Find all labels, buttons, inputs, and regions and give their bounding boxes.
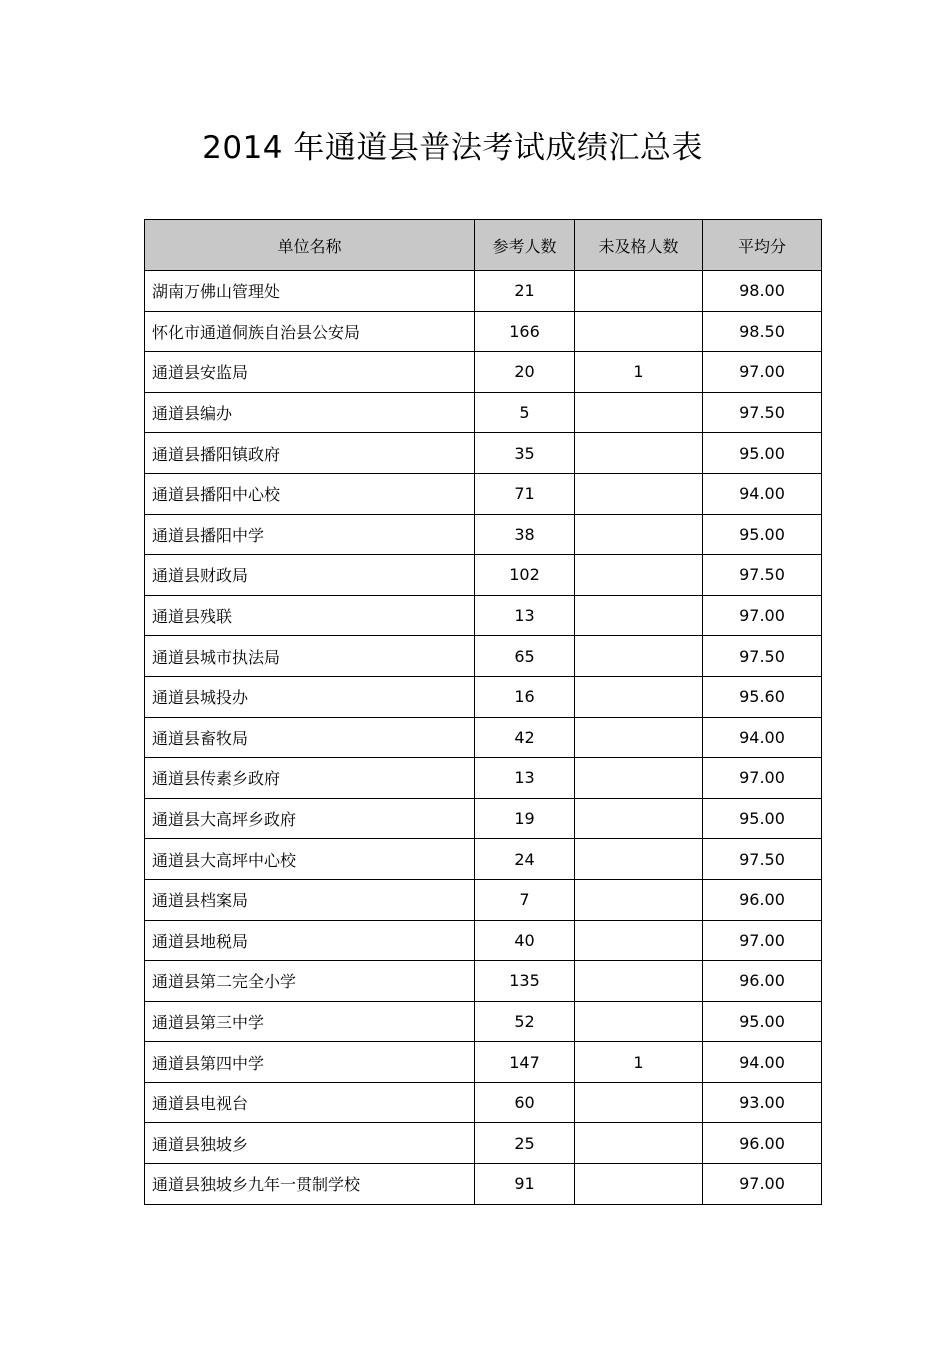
unit-name-cell: 通道县传素乡政府 — [145, 758, 475, 799]
participants-cell: 102 — [475, 555, 575, 596]
failed-count-cell — [575, 1123, 703, 1164]
unit-name-cell: 通道县播阳镇政府 — [145, 433, 475, 474]
unit-name-cell: 通道县播阳中心校 — [145, 473, 475, 514]
unit-name-cell: 通道县第三中学 — [145, 1001, 475, 1042]
table-row — [145, 473, 822, 514]
average-score-cell: 98.00 — [703, 271, 822, 312]
average-score-cell: 97.50 — [703, 839, 822, 880]
table-row — [145, 1042, 822, 1083]
average-score-cell: 97.50 — [703, 636, 822, 677]
unit-name-cell: 通道县档案局 — [145, 879, 475, 920]
average-score-cell: 96.00 — [703, 879, 822, 920]
table-row — [145, 636, 822, 677]
average-score-cell: 95.00 — [703, 433, 822, 474]
unit-name-cell: 通道县第二完全小学 — [145, 961, 475, 1002]
unit-name-cell: 通道县城投办 — [145, 676, 475, 717]
average-score-cell: 94.00 — [703, 1042, 822, 1083]
participants-cell: 16 — [475, 676, 575, 717]
table-row — [145, 352, 822, 393]
average-score-cell: 95.00 — [703, 798, 822, 839]
average-score-cell: 98.50 — [703, 311, 822, 352]
failed-count-cell — [575, 473, 703, 514]
participants-cell: 24 — [475, 839, 575, 880]
unit-name-cell: 湖南万佛山管理处 — [145, 271, 475, 312]
average-score-cell: 97.00 — [703, 758, 822, 799]
average-score-cell: 95.00 — [703, 514, 822, 555]
average-score-cell: 97.50 — [703, 555, 822, 596]
average-score-cell: 96.00 — [703, 1123, 822, 1164]
unit-name-cell: 通道县电视台 — [145, 1082, 475, 1123]
unit-name-cell: 通道县编办 — [145, 392, 475, 433]
table-row — [145, 839, 822, 880]
average-score-cell: 94.00 — [703, 473, 822, 514]
unit-name-cell: 通道县独坡乡九年一贯制学校 — [145, 1164, 475, 1205]
unit-name-cell: 通道县大高坪中心校 — [145, 839, 475, 880]
table-row — [145, 311, 822, 352]
participants-cell: 38 — [475, 514, 575, 555]
failed-count-cell — [575, 555, 703, 596]
failed-count-cell — [575, 1164, 703, 1205]
unit-name-cell: 通道县大高坪乡政府 — [145, 798, 475, 839]
participants-cell: 147 — [475, 1042, 575, 1083]
table-row — [145, 920, 822, 961]
unit-name-cell: 通道县第四中学 — [145, 1042, 475, 1083]
table-row — [145, 1164, 822, 1205]
table-row — [145, 676, 822, 717]
unit-name-cell: 通道县财政局 — [145, 555, 475, 596]
participants-cell: 166 — [475, 311, 575, 352]
average-score-cell: 97.00 — [703, 352, 822, 393]
table-row — [145, 1123, 822, 1164]
failed-count-cell — [575, 392, 703, 433]
average-score-cell: 95.00 — [703, 1001, 822, 1042]
failed-count-cell — [575, 271, 703, 312]
unit-name-cell: 通道县地税局 — [145, 920, 475, 961]
failed-count-cell — [575, 1082, 703, 1123]
failed-count-cell — [575, 676, 703, 717]
failed-count-cell — [575, 961, 703, 1002]
failed-count-cell — [575, 717, 703, 758]
participants-cell: 19 — [475, 798, 575, 839]
unit-name-cell: 通道县残联 — [145, 595, 475, 636]
table-row — [145, 758, 822, 799]
average-score-cell: 97.00 — [703, 920, 822, 961]
average-score-cell: 97.00 — [703, 1164, 822, 1205]
failed-count-cell — [575, 433, 703, 474]
failed-count-cell — [575, 1001, 703, 1042]
header-unit-name: 单位名称 — [145, 220, 475, 271]
participants-cell: 135 — [475, 961, 575, 1002]
participants-cell: 42 — [475, 717, 575, 758]
table-row — [145, 433, 822, 474]
table-row — [145, 798, 822, 839]
failed-count-cell — [575, 311, 703, 352]
participants-cell: 20 — [475, 352, 575, 393]
participants-cell: 35 — [475, 433, 575, 474]
participants-cell: 25 — [475, 1123, 575, 1164]
failed-count-cell — [575, 758, 703, 799]
header-participants: 参考人数 — [475, 220, 575, 271]
participants-cell: 40 — [475, 920, 575, 961]
participants-cell: 13 — [475, 595, 575, 636]
participants-cell: 91 — [475, 1164, 575, 1205]
table-row — [145, 595, 822, 636]
failed-count-cell — [575, 879, 703, 920]
table-row — [145, 879, 822, 920]
table-row — [145, 514, 822, 555]
average-score-cell: 94.00 — [703, 717, 822, 758]
table-row — [145, 1082, 822, 1123]
unit-name-cell: 通道县城市执法局 — [145, 636, 475, 677]
unit-name-cell: 通道县畜牧局 — [145, 717, 475, 758]
participants-cell: 5 — [475, 392, 575, 433]
participants-cell: 65 — [475, 636, 575, 677]
unit-name-cell: 通道县安监局 — [145, 352, 475, 393]
score-summary-table — [144, 219, 822, 1205]
failed-count-cell — [575, 839, 703, 880]
failed-count-cell — [575, 636, 703, 677]
participants-cell: 52 — [475, 1001, 575, 1042]
average-score-cell: 93.00 — [703, 1082, 822, 1123]
table-row — [145, 271, 822, 312]
participants-cell: 71 — [475, 473, 575, 514]
average-score-cell: 95.60 — [703, 676, 822, 717]
failed-count-cell: 1 — [575, 352, 703, 393]
unit-name-cell: 通道县播阳中学 — [145, 514, 475, 555]
average-score-cell: 97.50 — [703, 392, 822, 433]
table-header-row — [145, 220, 822, 271]
failed-count-cell — [575, 920, 703, 961]
participants-cell: 7 — [475, 879, 575, 920]
header-average-score: 平均分 — [703, 220, 822, 271]
failed-count-cell: 1 — [575, 1042, 703, 1083]
table-body — [145, 271, 822, 1205]
unit-name-cell: 怀化市通道侗族自治县公安局 — [145, 311, 475, 352]
table-row — [145, 717, 822, 758]
failed-count-cell — [575, 514, 703, 555]
page-title: 2014 年通道县普法考试成绩汇总表 — [202, 130, 703, 166]
participants-cell: 13 — [475, 758, 575, 799]
failed-count-cell — [575, 595, 703, 636]
table-row — [145, 392, 822, 433]
table-row — [145, 961, 822, 1002]
table-row — [145, 555, 822, 596]
header-failed-count: 未及格人数 — [575, 220, 703, 271]
participants-cell: 21 — [475, 271, 575, 312]
participants-cell: 60 — [475, 1082, 575, 1123]
average-score-cell: 97.00 — [703, 595, 822, 636]
failed-count-cell — [575, 798, 703, 839]
average-score-cell: 96.00 — [703, 961, 822, 1002]
table-row — [145, 1001, 822, 1042]
unit-name-cell: 通道县独坡乡 — [145, 1123, 475, 1164]
